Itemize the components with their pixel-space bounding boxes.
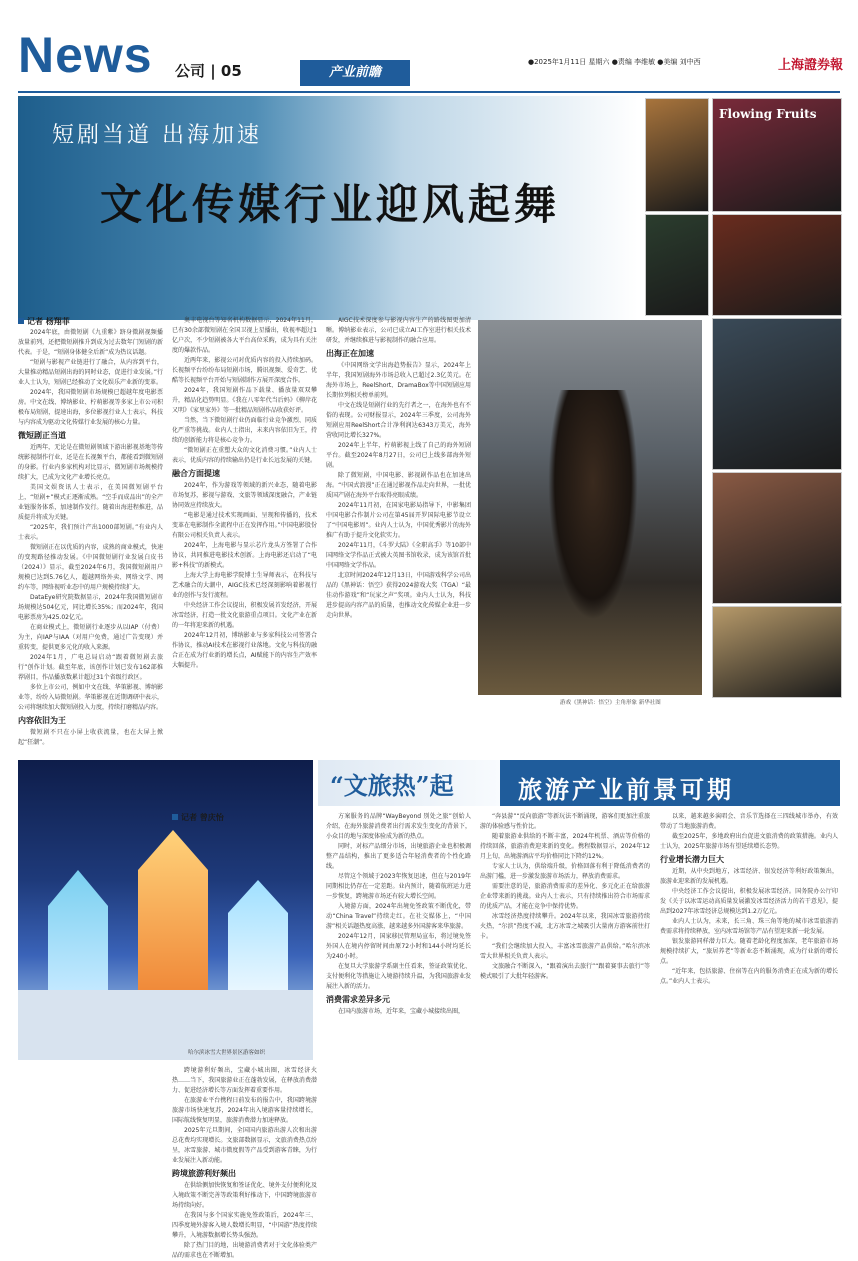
- article-paragraph: AIGC技术深度参与影视内容生产的路线图更加清晰。博纳影业表示，公司已成立AI工作室进行相关技术研发，并继续推进与影视制作的融合应用。: [326, 317, 471, 344]
- article-paragraph: 2024年，我国微短剧市场规模已超越年度电影票房。中文在线、博纳影业、柠萌影视等多家上市公司积极布局短剧，提速出海，多位影视行业人士表示，科技与内容成为驱动文化传媒行业发展的核心力量。: [18, 389, 163, 426]
- article-paragraph: 2024年12月初，博纳影业与多家科技公司签署合作协议，推动AI技术在影视行业落地。文化与科技的融合正在成为行业新的增长点，AI赋能下的内容生产效率大幅提升。: [172, 632, 317, 669]
- byline-text: 记者 曾庆怡: [181, 813, 224, 822]
- byline-marker-icon: [18, 318, 24, 324]
- article-paragraph: 中文在线是短剧行业的先行者之一，在海外也有不俗的表现。公司财报显示，2024年三季度，公司海外短剧应用ReelShort合计净利润达6343万美元，海外营收同比增长327%。: [326, 402, 471, 439]
- article-paragraph: 在供给侧加快恢复和签证优化、境外支付便利化及入境政策不断完善等政策利好推动下，中国跨境旅游市场持续向好。: [172, 1182, 317, 1209]
- article-paragraph: 在我国与多个国家实施免签政策后，2024年三、四季度境外游客入境人数增长明显，“中国游”热度持续攀升，入境游数据增长势头强劲。: [172, 1212, 317, 1239]
- article-paragraph: 文旅融合不断深入，“跟着演出去旅行”“跟着赛事去旅行”等模式吸引了大批年轻游客。: [480, 963, 650, 980]
- newspaper-brand: 上海證券報: [778, 58, 844, 73]
- article-paragraph: “奔县游”“反向旅游”等新玩法不断涌现，游客们更加注重旅游的体验感与性价比。: [480, 813, 650, 830]
- section-tag: 产业前瞻: [300, 60, 410, 86]
- article1-column-3: [326, 316, 471, 698]
- article-subhead: 出海正在加速: [326, 349, 374, 358]
- article-paragraph: 2024年，我国短剧作品下载量、播放量双双攀升，精品化趋势明显。《我在八零年代当后妈》《柳岸花又明》《家里家外》等一批精品短剧作品收获好评。: [172, 387, 317, 414]
- game-hero-image: [478, 320, 702, 695]
- article-paragraph: 冰雪经济热度持续攀升。2024年以来，我国冰雪旅游持续火热，“尔滨”热度不减，北方冰雪之城吸引大量南方游客前往打卡。: [480, 913, 650, 940]
- page-section-number: 公司 | 05: [175, 62, 242, 80]
- drama-poster: [712, 606, 842, 698]
- drama-poster: [712, 98, 842, 212]
- ice-image-caption: 哈尔滨冰雪大世界景区游客如织: [188, 1050, 266, 1056]
- article-paragraph: 截至2025年，多地政府出台促进文旅消费的政策措施。业内人士认为，2025年旅游市场有望延续增长态势。: [660, 833, 838, 850]
- article-paragraph: 微短剧不只在小屏上收获流量，也在大屏上掀起“狂潮”。: [18, 729, 163, 746]
- game-image-caption: 游戏《黑神话：悟空》主角形象 新华社图: [560, 700, 661, 706]
- article-paragraph: 以来，越来越多演唱会、音乐节选择在三四线城市举办，有效带动了当地旅游消费。: [660, 813, 838, 830]
- article-paragraph: “微短剧正在重塑大众的文化消费习惯。”业内人士表示，优质内容的持续输出仍是行业长远发展的关键。: [172, 447, 317, 464]
- hero-kicker: 短剧当道 出海加速: [52, 123, 262, 148]
- article-subhead: 内容依旧为王: [18, 716, 66, 725]
- drama-poster: [712, 318, 842, 470]
- article-paragraph: 中央经济工作会议提出，积极发展冰雪经济。国务院办公厅印发《关于以冰雪运动高质量发展激发冰雪经济活力的若干意见》，提出到2027年冰雪经济总规模达到1.2万亿元。: [660, 888, 838, 915]
- article2-byline: [172, 812, 224, 823]
- drama-poster: [712, 214, 842, 316]
- article-paragraph: 近期，从中央到地方，冰雪经济、银发经济等利好政策频出，旅游业迎来新的发展机遇。: [660, 868, 838, 885]
- ice-festival-image: [18, 760, 313, 1060]
- drama-poster: [645, 214, 709, 316]
- article-paragraph: 业内人士认为，未来，长三角、珠三角等地的城市冰雪旅游消费需求将持续释放，室内冰雪场馆等产品有望迎来新一轮发展。: [660, 918, 838, 935]
- article-paragraph: 微短剧正在以优质的内容，成熟的商业模式，快速的变现路径推动发展。《中国微短剧行业发展白皮书（2024）》显示，截至2024年6月，我国微短剧用户规模已达到5.76亿人，超越网络外卖、网络文学、网约车等，网络视听业态中的用户规模持续扩大。: [18, 544, 163, 591]
- article-paragraph: 在国内旅游市场，近年来，宝藏小城接续出圈，: [338, 1008, 465, 1015]
- article-subhead: 融合方面提速: [172, 469, 220, 478]
- article-paragraph: 2024年12月，国家移民管理局宣布，将过境免签外国人在境内停留时间由原72小时和144小时均延长为240小时。: [326, 933, 471, 960]
- drama-poster: [712, 472, 842, 604]
- game-character-figure: [548, 390, 638, 620]
- article-paragraph: 上海大学上海电影学院博士生导师表示，在科技与艺术融合的大潮中，AIGC技术已经深刻影响着影视行业的创作与发行流程。: [172, 572, 317, 599]
- article-paragraph: 北京时间2024年12月13日，中国游戏科学公司出品的《黑神话：悟空》获得2024游戏大奖（TGA）“最佳动作游戏”和“玩家之声”奖项。业内人士认为，科技进步提高内容产品的质量，也推动文化传媒企业进一步走向世界。: [326, 572, 471, 619]
- article-paragraph: 2024年1月，广电总局启动“跟着微短剧去旅行”创作计划。截至年底，该创作计划已发布162部推荐剧目，作品播放数累计超过31个省级行政区。: [18, 654, 163, 681]
- article-paragraph: 2024年，上海电影与显示芯片龙头方签署了合作协议，共同推进电影技术创新。上海电影还启动了“电影+科技”的新模式。: [172, 542, 317, 569]
- section2-title: 旅游产业前景可期: [518, 775, 734, 804]
- article-paragraph: 2024年11月，《斗罗大陆》《全职高手》等10部中国网络文学作品正式被大英图书馆收录，成为该馆首批中国网络文学作品。: [326, 542, 471, 569]
- article-paragraph: 近两年，无论是在微短剧领域下游出影视基地等传统影视制作行业，还是在长视频平台，都能看到微短剧的身影。行业内多家机构对比显示，微短剧市场规模持续扩大，已成为文化产业增长亮点。: [18, 444, 163, 481]
- hero-title: 文化传媒行业迎风起舞: [100, 180, 561, 229]
- drama-poster: [645, 98, 709, 212]
- article-paragraph: 2024年上半年，柠萌影视上线了自己的海外短剧平台。截至2024年8月27日，公司已上线多部海外短剧。: [326, 442, 471, 469]
- article2-column-2: [326, 812, 471, 1246]
- article-paragraph: 《中国网络文学出海趋势报告》显示，2024年上半年，我国短剧海外市场总收入已超过2.3亿美元。在海外市场上，ReelShort、DramaBox等中国短剧应用长期位列相关榜单前列。: [326, 362, 471, 399]
- article1-byline: [18, 316, 70, 327]
- article-paragraph: 随着旅游业供给的不断丰富，2024年机票、酒店等价格的持续回落，旅游消费迎来新的变化。携程数据显示，2024年12月上旬，出境游酒店平均价格同比下降约12%。: [480, 833, 650, 860]
- article-paragraph: 专家人士认为，供给端升级，价格回落有利于降低消费者的出游门槛，进一步激发旅游市场活力，释放消费需求。: [480, 863, 650, 880]
- article-paragraph: “我们会继续加大投入，丰富冰雪旅游产品供给。”哈尔滨冰雪大世界相关负责人表示。: [480, 943, 650, 960]
- article-paragraph: 入境游方面，2024年出境免签政策不断优化，带动“China Travel”持续走红。在社交媒体上，“中国游”相关话题热度高涨，越来越多外国游客来华旅游。: [326, 903, 471, 930]
- article-paragraph: 近两年来，影视公司对优质内容的投入持续加码。长视频平台纷纷布局短剧市场，腾讯视频、爱奇艺、优酷等长视频平台开始与短剧制作方展开深度合作。: [172, 357, 317, 384]
- article-paragraph: 除了热门目的地，出境游消费者对于文化体验类产品的需求也在不断增加。: [172, 1242, 317, 1259]
- article-subhead: 跨境旅游利好频出: [172, 1169, 236, 1178]
- article-paragraph: 方案服务的品牌“WayBeyond 别处之旅”创始人介绍，在海外旅游消费者出行需求发生变化的背景下，小众目的地与深度体验成为新的热点。: [326, 813, 471, 840]
- article1-column-2: [172, 316, 317, 756]
- section2-quote: “文旅热”起: [330, 771, 454, 800]
- article-paragraph: 除了微短剧，中国电影、影视剧作品也在加速出海。“中国式浪漫”正在通过影视作品走向世界，一批优质国产剧在海外平台取得亮眼成绩。: [326, 472, 471, 499]
- article-paragraph: 2024年底，由微短剧《九重紫》跻身微剧视频播放量前列，还把微短剧推升到成为过去数年门短剧的新代表。于是，“短剧身体健全后新”成为热议话题。: [18, 329, 163, 356]
- article2-column-4: [660, 812, 838, 1246]
- byline-text: 记者 杨翔菲: [27, 317, 70, 326]
- article-paragraph: 在旅游业平台携程日前发布的报告中，我国跨境游旅游市场快速复苏，2024年出入境游客量持续增长，国际航线恢复明显，旅游消费潜力加速释放。: [172, 1097, 317, 1124]
- issue-info: ●2025年1月11日 星期六 ●责编 李维敏 ●美编 刘中西: [528, 58, 701, 66]
- article-paragraph: “电影是通过技术实现画面、呈现和传播的，技术变革在电影制作全流程中正在发挥作用。”中国电影股份有限公司相关负责人表示。: [172, 512, 317, 539]
- article-paragraph: 跨境游利好频出，宝藏小城出圈，冰雪经济火热……当下，我国旅游业正在蓬勃发展，在释放消费潜力、促进经济增长等方面发挥着重要作用。: [172, 1067, 317, 1094]
- snow-ground: [18, 990, 313, 1060]
- article-subhead: 微短剧正当道: [18, 431, 66, 440]
- article-paragraph: 奥丰电视台等知名机构数据显示，2024年11月，已有30余部微短剧在全国卫视上星播出，收视率超过1亿户次，不少短剧被各大平台高位采购，成为具有关注度的爆款作品。: [172, 317, 317, 354]
- article-paragraph: 尽管这个领域于2023年恢复迅速，但在与2019年同期相比仍存在一定差距。业内预计，随着航班运力进一步恢复，跨境游市场还有较大增长空间。: [326, 873, 471, 900]
- article2-column-3: [480, 812, 650, 1246]
- article-paragraph: 银发旅游同样潜力巨大。随着老龄化程度加深，老年旅游市场规模持续扩大，“旅居养老”等新业态不断涌现，成为行业新的增长点。: [660, 938, 838, 965]
- top-rule: [18, 91, 840, 93]
- article-paragraph: 中央经济工作会议提出，积极发展首发经济，开展冰雪经济，打造一批文化旅游重点项目。文化产业在新的一年将迎来新的机遇。: [172, 602, 317, 629]
- article-paragraph: 在商业模式上，微短剧行业逐步从以IAP（付费）为主，向IAP与IAA（对用户免费，通过广告变现）并重转变，提供更多元化的收入来源。: [18, 624, 163, 651]
- article-paragraph: 当然，当下微短剧行业仍面临行业竞争激烈、同质化严重等挑战。业内人士指出，未来内容依旧为王，持续的创新能力将是核心竞争力。: [172, 417, 317, 444]
- ice-castle-tower-left: [48, 870, 108, 990]
- article-paragraph: 2024年11月初，在国家电影局指导下，中影集团中国电影合作制片公司在第45届开罗国际电影节设立了“中国电影周”。业内人士认为，中国优秀影片的海外推广有助于提升文化软实力。: [326, 502, 471, 539]
- article-subhead: 消费需求差异多元: [326, 995, 390, 1004]
- article-paragraph: “近年来，包括旅游、住宿等在内的服务消费正在成为新的增长点。”业内人士表示。: [660, 968, 838, 985]
- article-paragraph: 在复旦大学旅游学系副主任看来，签证政策优化、支付便利化等措施让入境游持续升温，为我国旅游业发展注入新的活力。: [326, 963, 471, 990]
- article-paragraph: 美国文娱资讯人士表示，在美国微短剧平台上，“短剧+”模式正逐渐成熟。“空手而成品出”的全产业链服务体系，加速制作发行。随着出海进程推进，品质提升将成为关键。: [18, 484, 163, 521]
- article-paragraph: 2025年元旦期间，全国国内旅游出游人次和出游总花费均实现增长。文旅部数据显示，文旅消费热点纷呈，冰雪旅游、城市微度假等产品受到游客青睐，为行业发展注入新动能。: [172, 1127, 317, 1164]
- byline-marker-icon: [172, 814, 178, 820]
- article-subhead: 行业增长潜力巨大: [660, 855, 724, 864]
- article-paragraph: “短剧与影视产业链进行了融合，从内容到平台，大量推动精品短剧出海的同时业态，促进行业发展。”行业人士认为，短剧已经推动了文化娱乐产业新的变革。: [18, 359, 163, 386]
- article-paragraph: 多位上市公司，例如中文在线、华策影视、博纳影业等，纷纷入局微短剧。华策影视在近期调研中表示，公司将继续加大微短剧投入力度，持续打磨精品内容。: [18, 684, 163, 711]
- article-paragraph: DataEye研究院数据显示，2024年我国微短剧市场规模达504亿元，同比增长35%；而2024年，我国电影票房为425.02亿元。: [18, 594, 163, 621]
- ice-castle-tower-right: [228, 880, 288, 990]
- article-paragraph: “2025年，我们预计产出1000部短剧。”有业内人士表示。: [18, 524, 163, 541]
- article-paragraph: 同时，对标产品细分市场，出境旅游企业也积极调整产品结构，推出了更多适合年轻消费者的个性化路线。: [326, 843, 471, 870]
- news-logo: News: [18, 27, 153, 83]
- article-paragraph: 2024年，作为游戏等领域的新兴业态，随着电影市场复苏，影视与游戏、文旅等领域深度融合，产业链协同效应持续放大。: [172, 482, 317, 509]
- poster-title: Flowing Fruits: [719, 107, 817, 121]
- article2-column-1: [172, 1066, 317, 1259]
- article-paragraph: 需要注意的是，旅游消费需求的差异化、多元化正在给旅游企业带来新的挑战。业内人士表示，只有持续推出符合市场需求的优质产品，才能在竞争中保持优势。: [480, 883, 650, 910]
- ice-castle-tower-center: [138, 830, 208, 990]
